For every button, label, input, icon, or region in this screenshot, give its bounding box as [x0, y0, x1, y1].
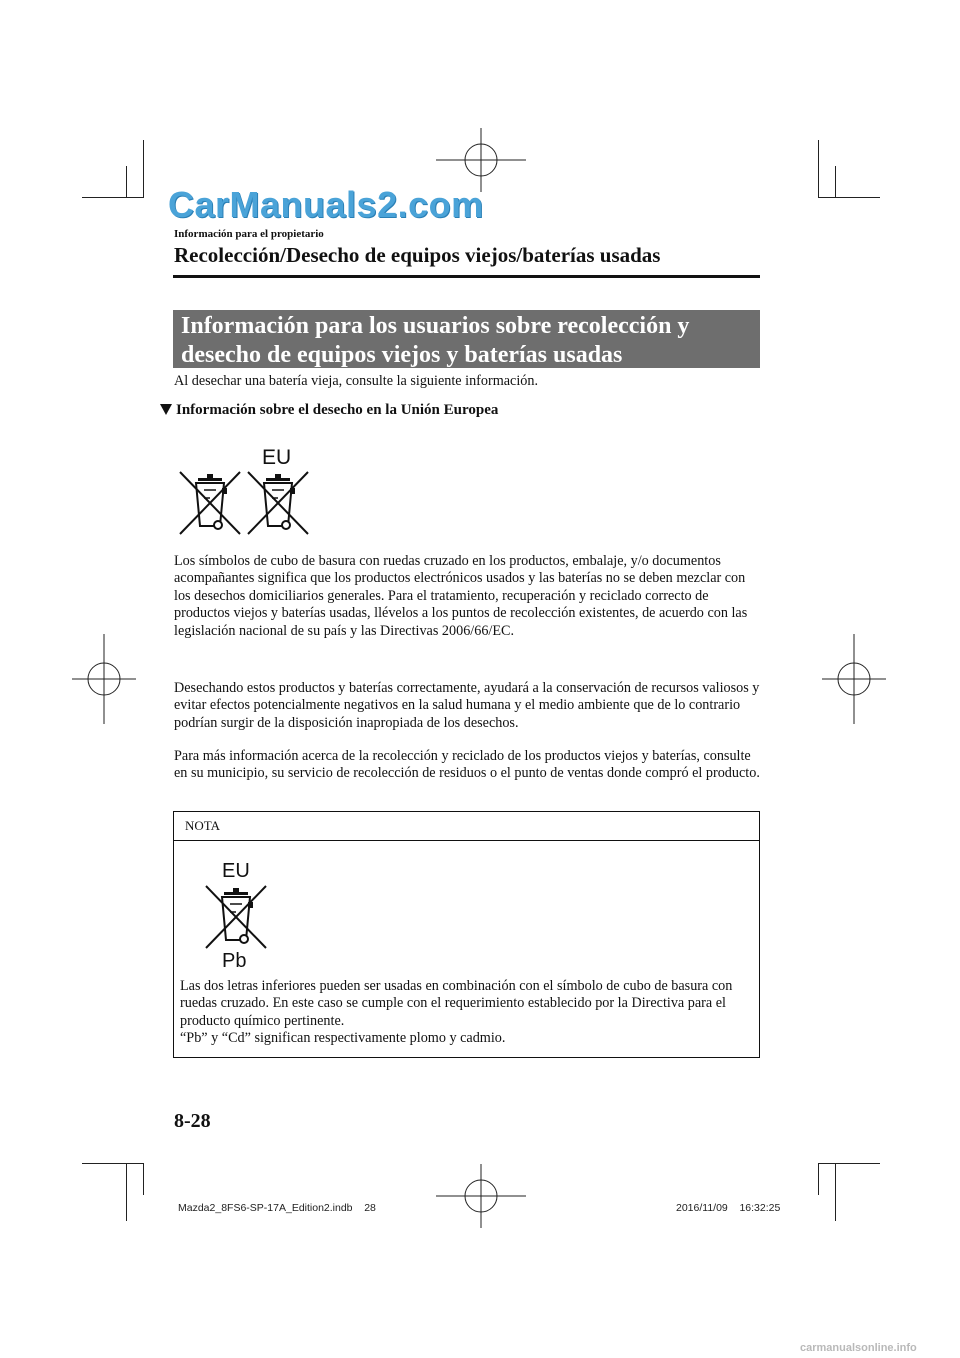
registration-target [72, 634, 136, 724]
crop-mark [126, 166, 127, 198]
eu-label: EU [262, 446, 292, 469]
paragraph: Los símbolos de cubo de basura con ruedas cruzado en los productos, embalaje, y/o documentos acompañantes significa que los productos electrónicos usados y las baterías no se deben mezclar con los desechos domiciliarios generales. Para el tratamiento, recuperación y reciclado correcto de productos viejos y baterías usadas, llévelos a los puntos de recolección existentes, de acuerdo con las legislación nacional de su país y las Directivas 2006/66/EC. [174, 553, 748, 639]
registration-target [436, 1164, 526, 1228]
subheading [160, 402, 498, 419]
crossed-wheelie-bin-icon [244, 468, 312, 538]
paragraph: Desechando estos productos y baterías correctamente, ayudará a la conservación de recursos valiosos y evitar efectos potencialmente negativos en la salud humana y el medio ambiente que de lo contrario podrían surgir de la disposición inapropiada de los desechos. [174, 680, 760, 731]
subheading-label: Información sobre el desecho en la Unión Europea [176, 402, 499, 418]
paragraph: Para más información acerca de la recolección y reciclado de los productos viejos y baterías, consulte en su municipio, su servicio de recolección de residuos o el punto de ventas donde compró el producto. [174, 748, 760, 782]
crop-mark [818, 140, 819, 198]
page-title: Recolección/Desecho de equipos viejos/baterías usadas [174, 243, 661, 267]
site-mark: carmanualsonline.info [800, 1342, 917, 1354]
registration-target [436, 128, 526, 192]
note-text: “Pb” y “Cd” significan respectivamente plomo y cadmio. [180, 1030, 506, 1046]
crop-mark [818, 1163, 880, 1164]
note-text: Las dos letras inferiores pueden ser usadas en combinación con el símbolo de cubo de basura con ruedas cruzado. En este caso se cumple con el requerimiento establecido por la Directiva para el producto químico pertinente. [180, 978, 733, 1029]
footer-file-info: Mazda2_8FS6-SP-17A_Edition2.indb 28 [178, 1202, 376, 1214]
crop-mark [82, 197, 144, 198]
eu-label: EU [222, 860, 250, 882]
intro-text: Al desechar una batería vieja, consulte la siguiente información. [174, 373, 539, 389]
note-divider [174, 840, 759, 841]
section-heading-banner [173, 310, 760, 368]
triangle-bullet-icon [160, 404, 172, 415]
registration-target [822, 634, 886, 724]
footer-timestamp: 2016/11/09 16:32:25 [676, 1202, 781, 1214]
crop-mark [82, 1163, 144, 1164]
banner-line-2: desecho de equipos viejos y baterías usadas [181, 342, 623, 368]
crossed-wheelie-bin-icon [176, 468, 244, 538]
section-label: Información para el propietario [174, 228, 324, 240]
crop-mark [835, 1163, 836, 1221]
crop-mark [126, 1163, 127, 1221]
crop-mark [818, 197, 880, 198]
banner-line-1: Información para los usuarios sobre recolección y [181, 313, 690, 339]
page-number: 8-28 [174, 1110, 211, 1132]
crossed-wheelie-bin-icon [202, 882, 270, 952]
note-label: NOTA [185, 818, 221, 833]
crop-mark [835, 166, 836, 198]
crop-mark [143, 1163, 144, 1195]
pb-label: Pb [222, 950, 247, 972]
title-divider [173, 275, 760, 278]
crop-mark [818, 1163, 819, 1195]
site-watermark: CarManuals2.com [168, 184, 484, 225]
crop-mark [143, 140, 144, 198]
